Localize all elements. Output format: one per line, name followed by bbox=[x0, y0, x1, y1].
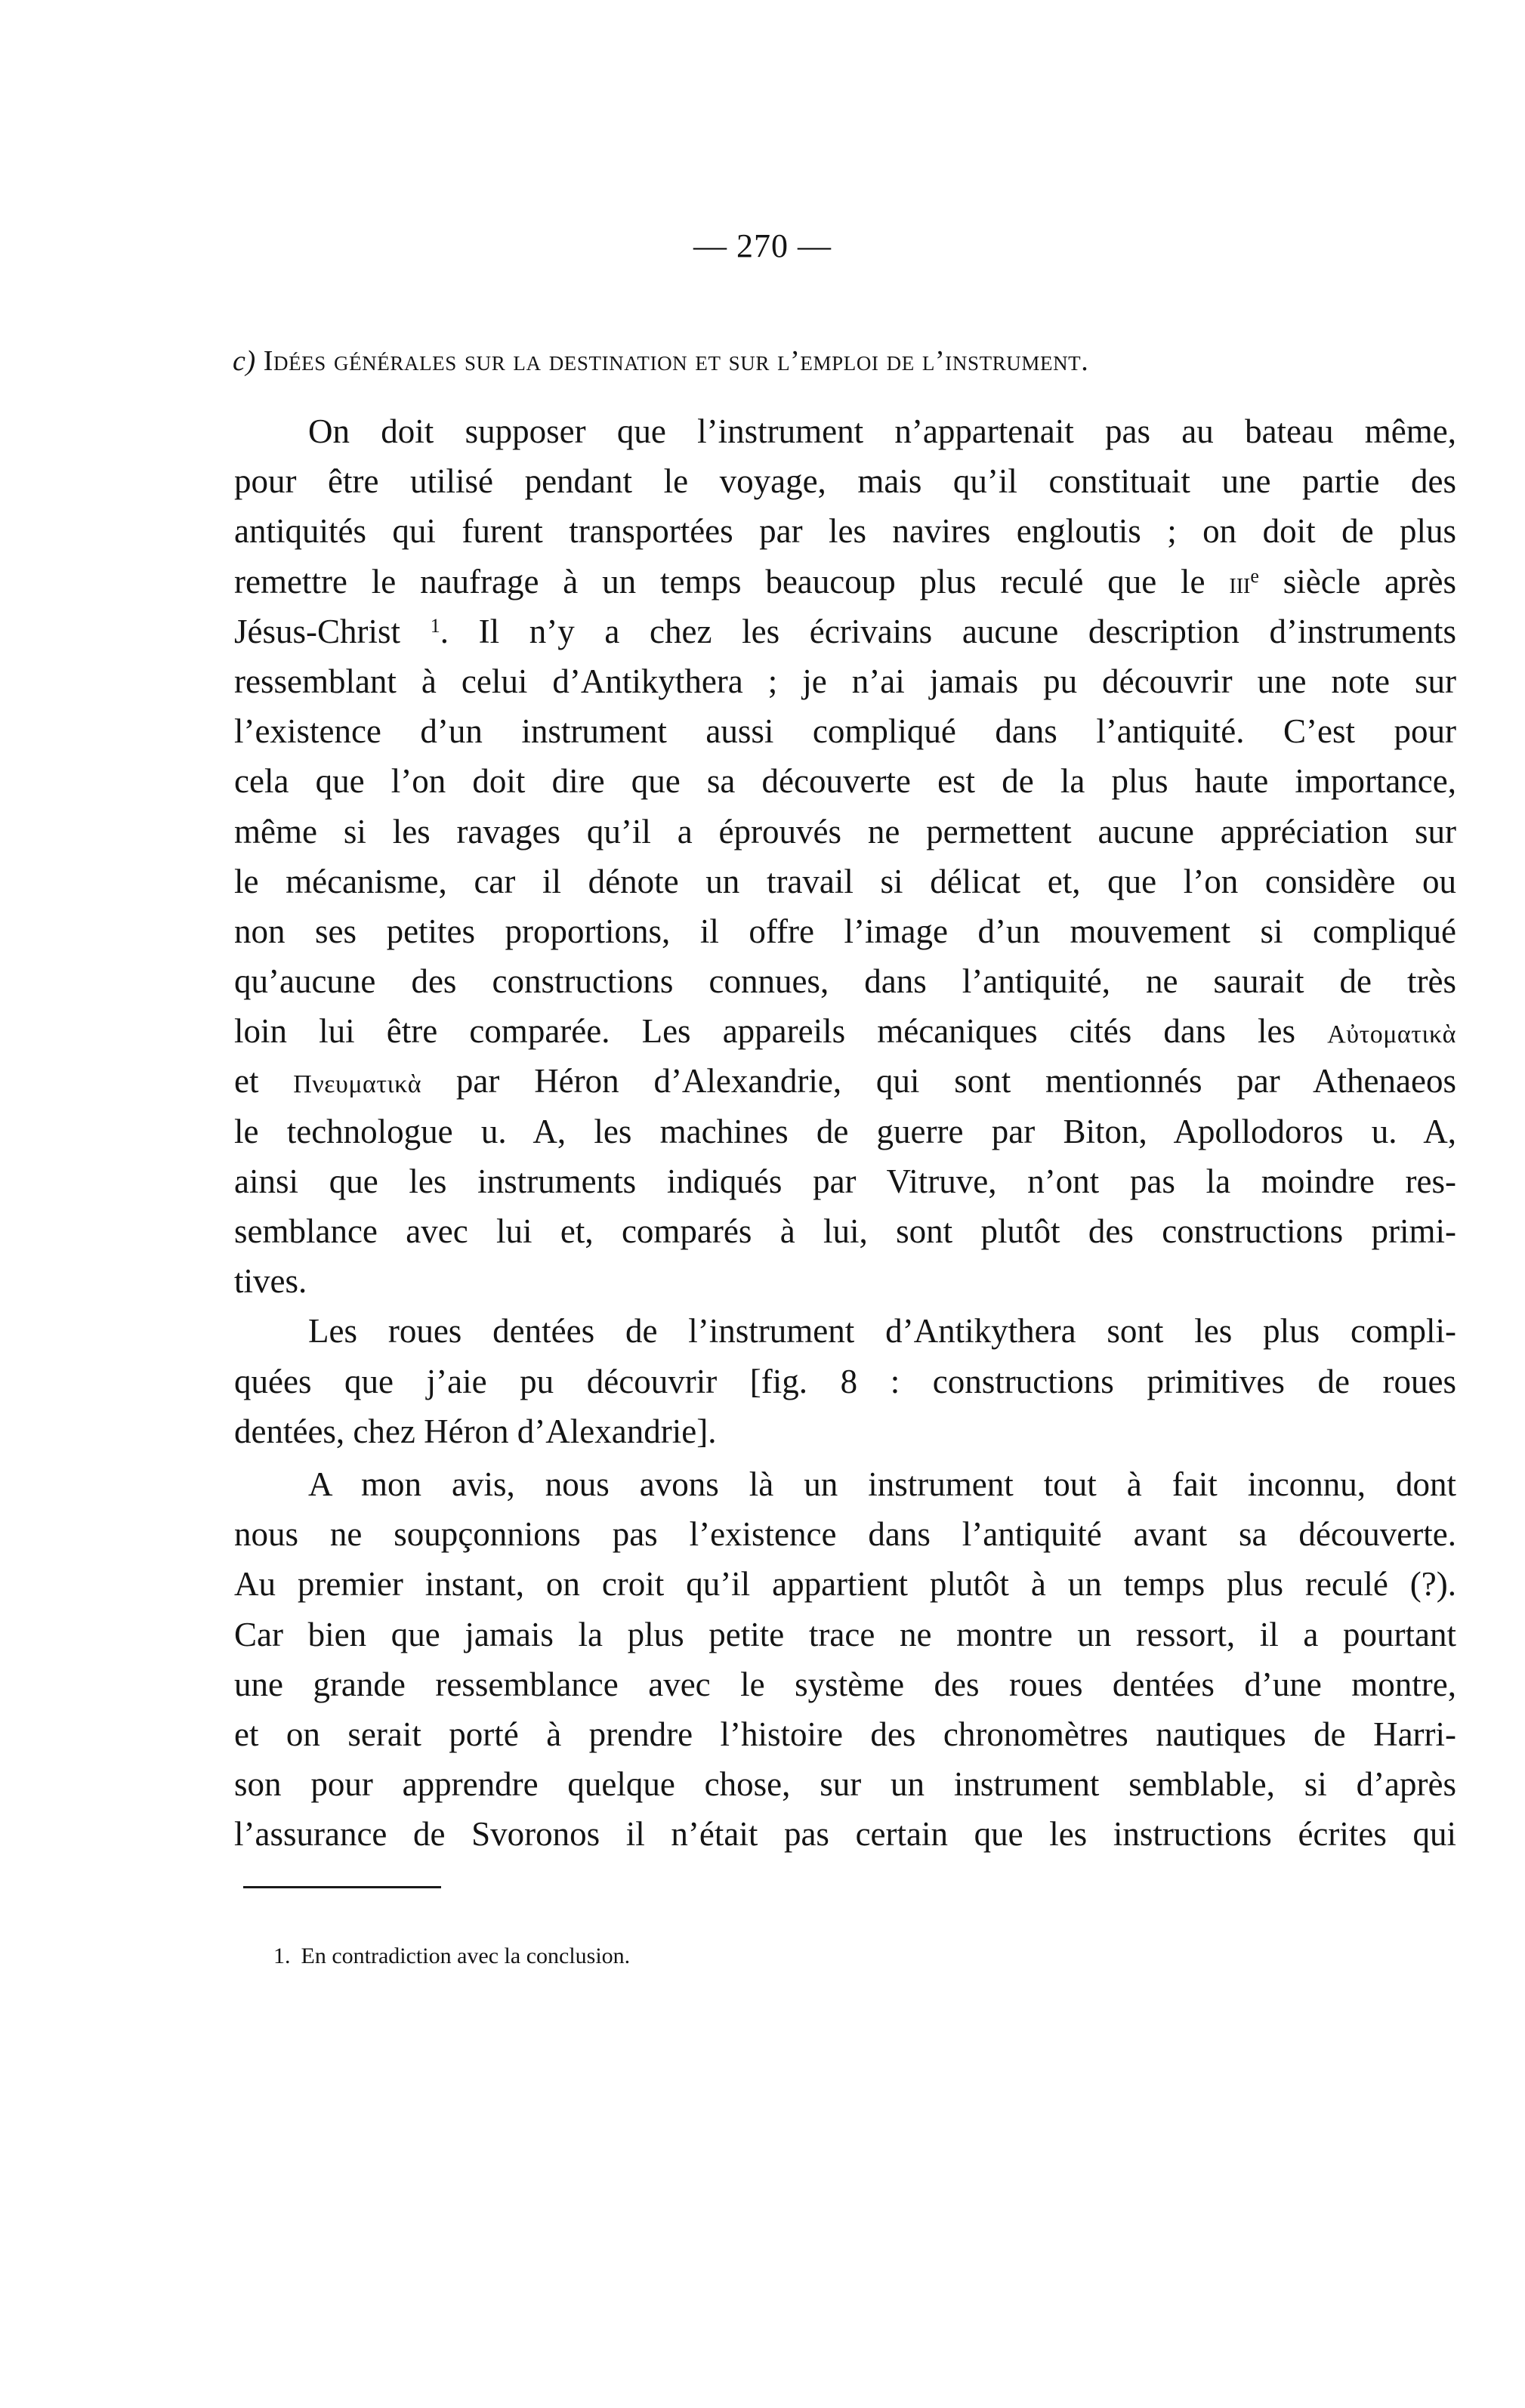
text-line: semblance avec lui et, comparés à lui, sont plutôt des constructions primi- bbox=[234, 1212, 1456, 1250]
text-fragment: remettre le naufrage à un temps beaucoup plus reculé que le bbox=[234, 562, 1230, 600]
greek-term: Πνευματικὰ bbox=[293, 1070, 422, 1099]
text-line bbox=[234, 607, 1456, 656]
text-fragment: loin lui être comparée. Les appareils mécaniques cités dans les bbox=[234, 1012, 1328, 1051]
text-line: A mon avis, nous avons là un instrument tout à fait inconnu, dont bbox=[308, 1465, 1456, 1503]
text-fragment: . Il n’y a chez les écrivains aucune description d’instruments bbox=[440, 612, 1457, 650]
section-label: c) bbox=[233, 345, 256, 377]
text-line: cela que l’on doit dire que sa découverte est de la plus haute importance, bbox=[234, 762, 1456, 801]
footnote-text: En contradiction avec la conclusion. bbox=[301, 1943, 631, 1968]
text-line: même si les ravages qu’il a éprouvés ne permettent aucune appréciation sur bbox=[234, 812, 1456, 851]
text-line: le technologue u. A, les machines de guerre par Biton, Apollodoros u. A, bbox=[234, 1112, 1456, 1150]
text-line: une grande ressemblance avec le système des roues dentées d’une montre, bbox=[234, 1665, 1456, 1703]
text-line: Car bien que jamais la plus petite trace ne montre un ressort, il a pourtant bbox=[234, 1615, 1456, 1653]
text-fragment: siècle après bbox=[1258, 562, 1456, 600]
text-line: l’existence d’un instrument aussi compliqué dans l’antiquité. C’est pour bbox=[234, 712, 1456, 751]
text-line: et on serait porté à prendre l’histoire des chronomètres nautiques de Harri- bbox=[234, 1715, 1456, 1753]
text-line: dentées, chez Héron d’Alexandrie]. bbox=[234, 1412, 717, 1450]
section-title: Idées générales sur la destination et sur l’emploi de l’instrument. bbox=[263, 345, 1089, 377]
text-line: non ses petites proportions, il offre l’image d’un mouvement si compliqué bbox=[234, 912, 1456, 950]
footnote-reference[interactable]: 1 bbox=[430, 614, 440, 637]
text-line: pour être utilisé pendant le voyage, mais qu’il constituait une partie des bbox=[234, 462, 1456, 501]
footnote bbox=[273, 1937, 630, 1975]
text-line: antiquités qui furent transportées par les navires engloutis ; on doit de plus bbox=[234, 512, 1456, 551]
text-line: quées que j’aie pu découvrir [fig. 8 : constructions primitives de roues bbox=[234, 1362, 1456, 1400]
text-line: l’assurance de Svoronos il n’était pas certain que les instructions écrites qui bbox=[234, 1815, 1456, 1854]
paragraph-1 bbox=[234, 406, 1456, 1306]
text-line: ressemblant à celui d’Antikythera ; je n’ai jamais pu découvrir une note sur bbox=[234, 662, 1456, 700]
text-line: tives. bbox=[234, 1262, 307, 1301]
text-line bbox=[234, 1056, 1456, 1106]
body-text bbox=[234, 406, 1456, 1859]
text-fragment: par Héron d’Alexandrie, qui sont mentionnés par Athenaeos bbox=[421, 1062, 1456, 1101]
text-line bbox=[234, 1006, 1456, 1056]
text-fragment: Jésus-Christ bbox=[234, 612, 431, 650]
greek-term: Αὐτοματικὰ bbox=[1327, 1020, 1456, 1049]
footnote-number: 1. bbox=[273, 1943, 291, 1968]
text-line: On doit supposer que l’instrument n’appartenait pas au bateau même, bbox=[308, 412, 1456, 450]
section-heading bbox=[233, 338, 1458, 384]
text-line: son pour apprendre quelque chose, sur un instrument semblable, si d’après bbox=[234, 1765, 1456, 1804]
footnote-divider bbox=[243, 1886, 441, 1888]
ordinal-superscript: e bbox=[1250, 564, 1259, 587]
paragraph-2 bbox=[234, 1306, 1456, 1456]
paragraph-3 bbox=[234, 1459, 1456, 1860]
text-line: le mécanisme, car il dénote un travail si délicat et, que l’on considère ou bbox=[234, 862, 1456, 900]
text-line: ainsi que les instruments indiqués par Vitruve, n’ont pas la moindre res- bbox=[234, 1162, 1456, 1200]
roman-numeral: iii bbox=[1229, 565, 1251, 600]
page-number: — 270 — bbox=[693, 227, 832, 264]
text-line: nous ne soupçonnions pas l’existence dans l’antiquité avant sa découverte. bbox=[234, 1515, 1456, 1554]
text-line bbox=[234, 557, 1456, 607]
text-line: Les roues dentées de l’instrument d’Antikythera sont les plus compli- bbox=[308, 1312, 1456, 1351]
text-fragment: et bbox=[234, 1062, 294, 1101]
text-line: Au premier instant, on croit qu’il appartient plutôt à un temps plus reculé (?). bbox=[234, 1565, 1456, 1604]
text-line: qu’aucune des constructions connues, dans l’antiquité, ne saurait de très bbox=[234, 962, 1456, 1001]
